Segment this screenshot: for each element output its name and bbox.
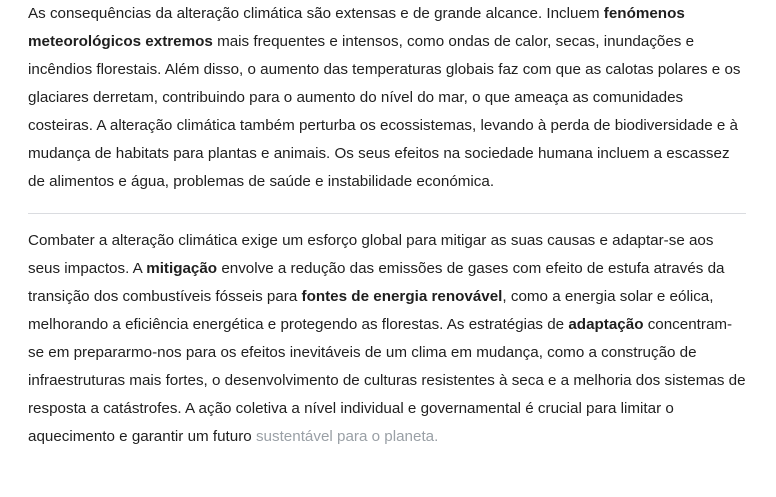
p1-text-2: mais frequentes e intensos, como ondas de calor, secas, inundações e incêndios florestais. Além disso, o aumento das temperaturas globais faz com que as calotas polares e os glaciares derretam, contribuindo para o aumento do nível do mar, o que ameaça as comunidades costeiras. A alteração climática também perturba os ecossistemas, levando à perda de biodiversidade e à mudança de habitats para plantas e animais. Os seus efeitos na sociedade humana incluem a escassez de alimentos e água, problemas de saúde e instabilidade económica. bbox=[28, 33, 741, 190]
paragraph-consequences bbox=[28, 0, 746, 196]
p2-bold-adaptation: adaptação bbox=[568, 316, 644, 333]
p2-bold-mitigation: mitigação bbox=[146, 260, 218, 277]
p1-text-1: As consequências da alteração climática são extensas e de grande alcance. Incluem bbox=[28, 5, 604, 22]
paragraph-combating bbox=[28, 227, 746, 451]
p2-text-1: Combater a alteração climática exige um esforço global para mitigar as suas causas e adaptar-se aos seus impactos. A bbox=[28, 232, 714, 277]
p2-text-2: envolve a redução das emissões de gases com efeito de estufa através da transição dos combustíveis fósseis para bbox=[28, 260, 725, 305]
p2-bold-renewable-energy: fontes de energia renovável bbox=[301, 288, 503, 305]
section-divider bbox=[28, 213, 746, 214]
p1-bold-extreme-weather: fenómenos meteorológicos extremos bbox=[28, 5, 685, 50]
response-content bbox=[28, 0, 746, 451]
p2-text-4: concentram-se em prepararmo-nos para os efeitos inevitáveis de um clima em mudança, como a construção de infraestruturas mais fortes, o desenvolvimento de culturas resistentes à seca e a melhoria dos sistemas de resposta a catástrofes. A ação coletiva a nível individual e governamental é crucial para limitar o aquecimento e garantir um futuro bbox=[28, 316, 746, 445]
p2-text-3: , como a energia solar e eólica, melhorando a eficiência energética e protegendo as florestas. As estratégias de bbox=[28, 288, 714, 333]
p2-text-faded-streaming: sustentável para o planeta. bbox=[255, 428, 439, 445]
